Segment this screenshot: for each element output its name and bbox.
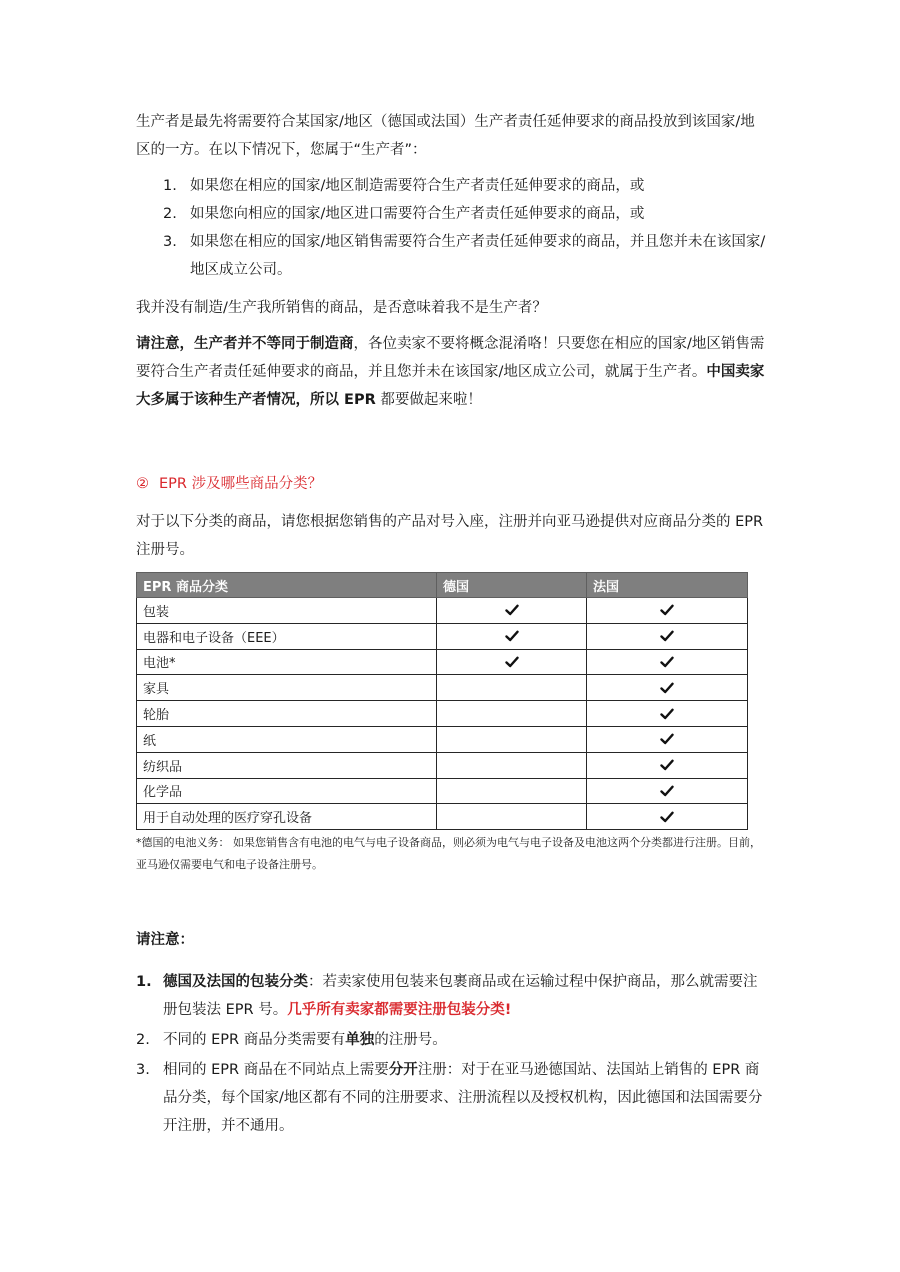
category-cell: 轮胎 [137,701,437,727]
list-item [136,200,768,228]
list-item-text: 如果您在相应的国家/地区制造需要符合生产者责任延伸要求的商品，或 [190,178,645,194]
notice-text: 不同的 EPR 商品分类需要有 [163,1032,346,1049]
notice-item [136,1026,768,1054]
category-cell: 包装 [137,598,437,624]
check-icon [660,629,674,644]
notice-item [136,968,768,1024]
table-footnote: *德国的电池义务： 如果您销售含有电池的电气与电子设备商品，则必须为电气与电子设备及电池这两个分类都进行注册。目前，亚马逊仅需要电气和电子设备注册号。 [136,836,761,872]
table-row [137,804,748,830]
germany-cell [437,598,587,624]
france-cell [587,598,748,624]
column-header-france: 法国 [587,573,748,598]
check-icon [660,603,674,618]
list-item [136,172,768,200]
document-page [136,108,768,1142]
notice-bold: 单独 [345,1032,375,1049]
answer-bold-1: 请注意，生产者并不等同于制造商 [136,336,354,352]
notice-text: 相同的 EPR 商品在不同站点上需要 [163,1062,389,1079]
section-title: EPR 涉及哪些商品分类？ [159,476,323,492]
notice-number: 2. [136,1032,150,1049]
category-cell: 电器和电子设备（EEE） [137,623,437,649]
epr-category-table [136,572,748,830]
table-row [137,623,748,649]
check-icon [660,654,674,669]
germany-cell [437,623,587,649]
notice-item [136,1056,768,1140]
check-icon [505,603,519,618]
notice-bold: 分开 [388,1062,418,1079]
germany-cell [437,649,587,675]
check-icon [505,654,519,669]
category-cell: 纸 [137,726,437,752]
table-row [137,726,748,752]
check-icon [660,732,674,747]
check-icon [505,629,519,644]
notice-text: 注册：对于在亚马逊德国站、法国站上销售的 EPR 商品分类，每个国家/地区都有不同的注册要求、注册流程以及授权机构，因此德国和法国需要分开注册，并不通用。 [163,1062,763,1135]
check-icon [660,680,674,695]
category-cell: 化学品 [137,778,437,804]
germany-cell [437,675,587,701]
answer-paragraph [136,330,768,414]
table-row [137,598,748,624]
table-row [137,701,748,727]
notice-number: 1. [136,974,152,991]
question-paragraph: 我并没有制造/生产我所销售的商品，是否意味着我不是生产者？ [136,300,547,316]
table-row [137,778,748,804]
germany-cell [437,804,587,830]
category-cell: 家具 [137,675,437,701]
france-cell [587,726,748,752]
germany-cell [437,726,587,752]
table-body [137,598,748,830]
germany-cell [437,778,587,804]
germany-cell [437,701,587,727]
category-cell: 用于自动处理的医疗穿孔设备 [137,804,437,830]
notice-text: ：若卖家使用包装来包裹商品或在运输过程中保护商品，那么就需要注册包装法 EPR 号。 [163,974,758,1019]
check-icon [660,783,674,798]
germany-cell [437,752,587,778]
list-number: 1. [163,178,177,194]
notice-title: 请注意： [136,932,194,949]
producer-conditions-list [136,172,768,284]
section-description: 对于以下分类的商品，请您根据您销售的产品对号入座，注册并向亚马逊提供对应商品分类的 EPR 注册号。 [136,514,764,558]
france-cell [587,623,748,649]
france-cell [587,701,748,727]
france-cell [587,804,748,830]
answer-text-1: ，各位卖家不要将概念混淆咯！只要您在相应的国家/地区销售需要符合生产者责任延伸要求的商品，并且您并未在该国家/地区成立公司，就属于生产者。 [136,336,765,380]
check-icon [660,758,674,773]
list-item-text: 如果您在相应的国家/地区销售需要符合生产者责任延伸要求的商品，并且您并未在该国家/地区成立公司。 [190,234,766,278]
list-number: 2. [163,206,177,222]
france-cell [587,778,748,804]
check-icon [660,809,674,824]
list-number: 3. [163,234,177,250]
category-cell: 电池* [137,649,437,675]
check-icon [660,706,674,721]
table-row [137,649,748,675]
france-cell [587,752,748,778]
france-cell [587,649,748,675]
table-row [137,675,748,701]
notice-highlight: 几乎所有卖家都需要注册包装分类! [287,1002,512,1019]
france-cell [587,675,748,701]
table-row [137,752,748,778]
notice-list [136,968,768,1140]
list-item-text: 如果您向相应的国家/地区进口需要符合生产者责任延伸要求的商品，或 [190,206,645,222]
category-cell: 纺织品 [137,752,437,778]
answer-text-2: 都要做起来啦！ [375,392,482,408]
intro-paragraph: 生产者是最先将需要符合某国家/地区（德国或法国）生产者责任延伸要求的商品投放到该国家/地区的一方。在以下情况下，您属于“生产者”： [136,114,755,158]
answer-bold-2: 中国卖家大多属于该种生产者情况，所以 EPR [136,364,765,408]
notice-text: 的注册号。 [374,1032,447,1049]
table-header-row [137,573,748,598]
notice-bold: 德国及法国的包装分类 [163,974,308,991]
column-header-category: EPR 商品分类 [137,573,437,598]
list-item [136,228,768,284]
section-number: ② [136,476,149,492]
notice-number: 3. [136,1062,150,1079]
section-heading [136,470,768,498]
column-header-germany: 德国 [437,573,587,598]
